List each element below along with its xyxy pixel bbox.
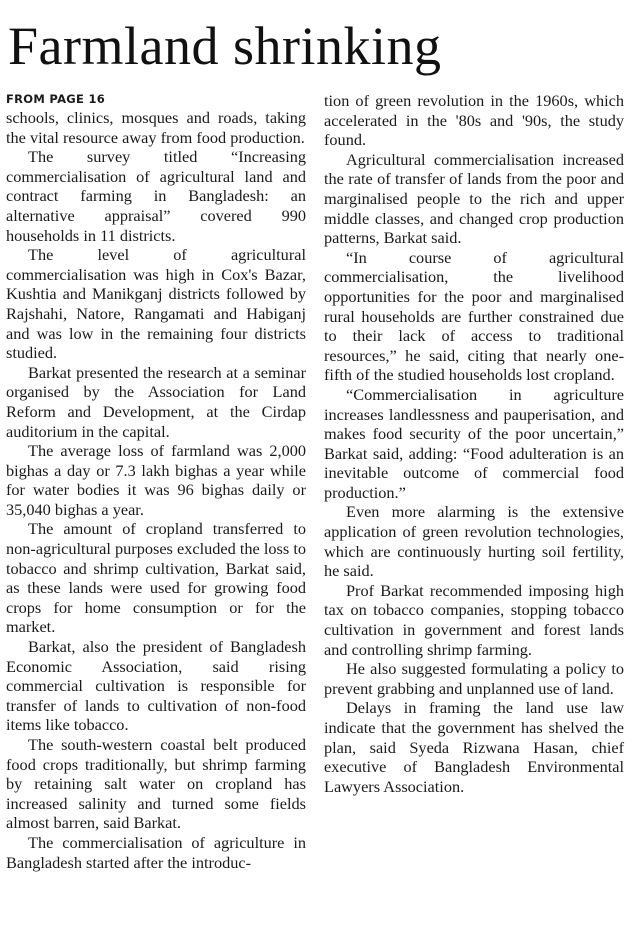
paragraph: The average loss of farmland was 2,000 bighas a day or 7.3 lakh bighas a year while for water bodies it was 96 bighas daily or 35,040 bighas a year. (6, 441, 306, 519)
paragraph: Prof Barkat recommended imposing high tax on tobacco companies, stopping tobacco cultivation in government and forest lands and controlling shrimp farming. (324, 580, 624, 659)
paragraph: The south-western coastal belt produced food crops traditionally, but shrimp farming by retaining salt water on cropland has increased salinity and turned some fields almost barren, said Barkat. (6, 735, 306, 833)
paragraph: Even more alarming is the extensive application of green revolution technologies, which are continuously hurting soil fertility, he said. (324, 502, 624, 581)
paragraph: He also suggested formulating a policy to prevent grabbing and unplanned use of land. (324, 659, 624, 698)
paragraph: tion of green revolution in the 1960s, which accelerated in the '80s and '90s, the study found. (324, 91, 624, 150)
left-column (6, 88, 306, 918)
paragraph: schools, clinics, mosques and roads, taking the vital resource away from food production. (6, 108, 306, 147)
paragraph: The survey titled “Increasing commercialisation of agricultural land and contract farming in Bangladesh: an alternative appraisal” covered 990 households in 11 districts. (6, 147, 306, 245)
paragraph: The amount of cropland transferred to non-agricultural purposes excluded the loss to tobacco and shrimp cultivation, Barkat said, as these lands were used for growing food crops for home consumption or for the market. (6, 519, 306, 637)
continuation-kicker: FROM PAGE 16 (6, 92, 106, 106)
paragraph: The commercialisation of agriculture in Bangladesh started after the introduc- (6, 832, 306, 872)
paragraph: Agricultural commercialisation increased the rate of transfer of lands from the poor and marginalised people to the rich and upper middle classes, and changed crop production patterns, Barkat said. (324, 149, 624, 248)
paragraph: “In course of agricultural commercialisation, the livelihood opportunities for the poor and marginalised rural households are further constrained due to their lack of access to traditional resources,” he said, citing that nearly one-fifth of the studied households lost cropland. (324, 247, 624, 385)
paragraph: Delays in framing the land use law indicate that the government has shelved the plan, said Syeda Rizwana Hasan, chief executive of Bangladesh Environmental Lawyers Association. (324, 698, 624, 796)
headline: Farmland shrinking (8, 16, 442, 76)
paragraph: Barkat, also the president of Bangladesh Economic Association, said rising commercial cultivation is responsible for transfer of lands to cultivation of non-food items like tobacco. (6, 637, 306, 735)
paragraph: Barkat presented the research at a seminar organised by the Association for Land Reform and Development, at the Cirdap auditorium in the capital. (6, 362, 306, 441)
article-body (6, 88, 624, 918)
right-column (324, 88, 624, 918)
paragraph: “Commercialisation in agriculture increases landlessness and pauperisation, and makes food security of the poor uncertain,” Barkat said, adding: “Food adulteration is an inevitable outcome of commercial food production.” (324, 384, 624, 502)
paragraph: The level of agricultural commercialisation was high in Cox's Bazar, Kushtia and Manikganj districts followed by Rajshahi, Natore, Rangamati and Habiganj and was low in the remaining four districts studied. (6, 245, 306, 363)
